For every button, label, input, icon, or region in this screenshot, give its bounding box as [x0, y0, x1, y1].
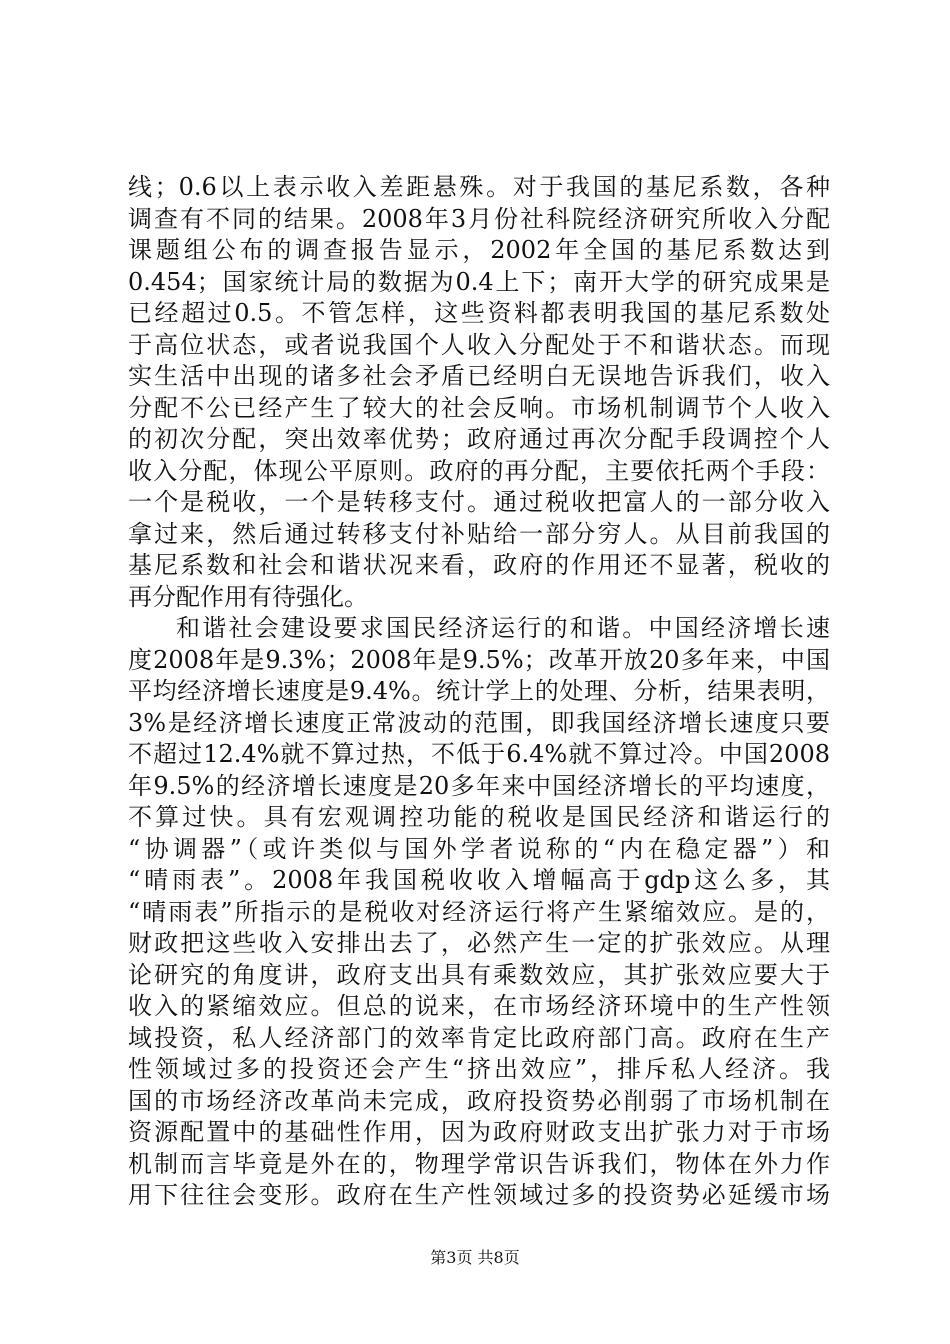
paragraph-economic-harmony	[128, 613, 830, 1212]
text-line: 线；0.6以上表示收入差距悬殊。对于我国的基尼系数，各种	[128, 173, 830, 201]
text-line: “协调器”（或许类似与国外学者说称的“内在稳定器”）和	[128, 834, 830, 863]
text-line: 域投资，私人经济部门的效率肯定比政府部门高。政府在生产	[128, 1023, 830, 1052]
text-line: 收入的紧缩效应。但总的说来，在市场经济环境中的生产性领	[128, 992, 830, 1020]
page-number-footer: 第3页 共8页	[430, 1248, 520, 1267]
text-line: 拿过来，然后通过转移支付补贴给一部分穷人。从目前我国的	[128, 519, 830, 548]
text-line: 于高位状态，或者说我国个人收入分配处于不和谐状态。而现	[128, 330, 830, 359]
text-line: 资源配置中的基础性作用，因为政府财政支出扩张力对于市场	[128, 1118, 830, 1146]
text-line: 年9.5%的经济增长速度是20多年来中国经济增长的平均速度，	[128, 771, 830, 800]
text-line: 分配不公已经产生了较大的社会反响。市场机制调节个人收入	[128, 393, 830, 422]
text-line: 用下往往会变形。政府在生产性领域过多的投资势必延缓市场	[128, 1181, 830, 1209]
text-line: 基尼系数和社会和谐状况来看，政府的作用还不显著，税收的	[128, 551, 830, 579]
text-line: “晴雨表”所指示的是税收对经济运行将产生紧缩效应。是的，	[128, 897, 830, 926]
paragraph-gini-coefficient	[128, 172, 830, 613]
text-line: 论研究的角度讲，政府支出具有乘数效应，其扩张效应要大于	[128, 960, 830, 989]
text-line: 国的市场经济改革尚未完成，政府投资势必削弱了市场机制在	[128, 1086, 830, 1115]
text-line: 和谐社会建设要求国民经济运行的和谐。中国经济增长速	[176, 614, 830, 642]
text-line: 再分配作用有待强化。	[128, 582, 368, 611]
text-line: 实生活中出现的诸多社会矛盾已经明白无误地告诉我们，收入	[128, 362, 830, 390]
text-line: “晴雨表”。2008年我国税收收入增幅高于gdp这么多，其	[128, 866, 830, 894]
text-line: 的初次分配，突出效率优势；政府通过再次分配手段调控个人	[128, 425, 830, 453]
text-line: 平均经济增长速度是9.4%。统计学上的处理、分析，结果表明，	[128, 677, 830, 705]
text-line: 课题组公布的调查报告显示，2002年全国的基尼系数达到	[128, 236, 830, 264]
text-line: 机制而言毕竟是外在的，物理学常识告诉我们，物体在外力作	[128, 1149, 830, 1178]
text-line: 已经超过0.5。不管怎样，这些资料都表明我国的基尼系数处	[128, 299, 830, 327]
text-line: 一个是税收，一个是转移支付。通过税收把富人的一部分收入	[128, 488, 830, 516]
text-line: 3%是经济增长速度正常波动的范围，即我国经济增长速度只要	[128, 708, 830, 737]
text-line: 财政把这些收入安排出去了，必然产生一定的扩张效应。从理	[128, 929, 830, 957]
text-line: 收入分配，体现公平原则。政府的再分配，主要依托两个手段：	[128, 456, 830, 485]
text-line: 度2008年是9.3%；2008年是9.5%；改革开放20多年来，中国	[128, 645, 830, 674]
document-body	[128, 172, 830, 1212]
text-line: 性领域过多的投资还会产生“挤出效应”，排斥私人经济。我	[128, 1055, 830, 1083]
text-line: 不超过12.4%就不算过热，不低于6.4%就不算过冷。中国2008	[128, 740, 830, 768]
text-line: 0.454；国家统计局的数据为0.4上下；南开大学的研究成果是	[128, 267, 830, 296]
text-line: 调查有不同的结果。2008年3月份社科院经济研究所收入分配	[128, 204, 830, 233]
text-line: 不算过快。具有宏观调控功能的税收是国民经济和谐运行的	[128, 803, 830, 831]
